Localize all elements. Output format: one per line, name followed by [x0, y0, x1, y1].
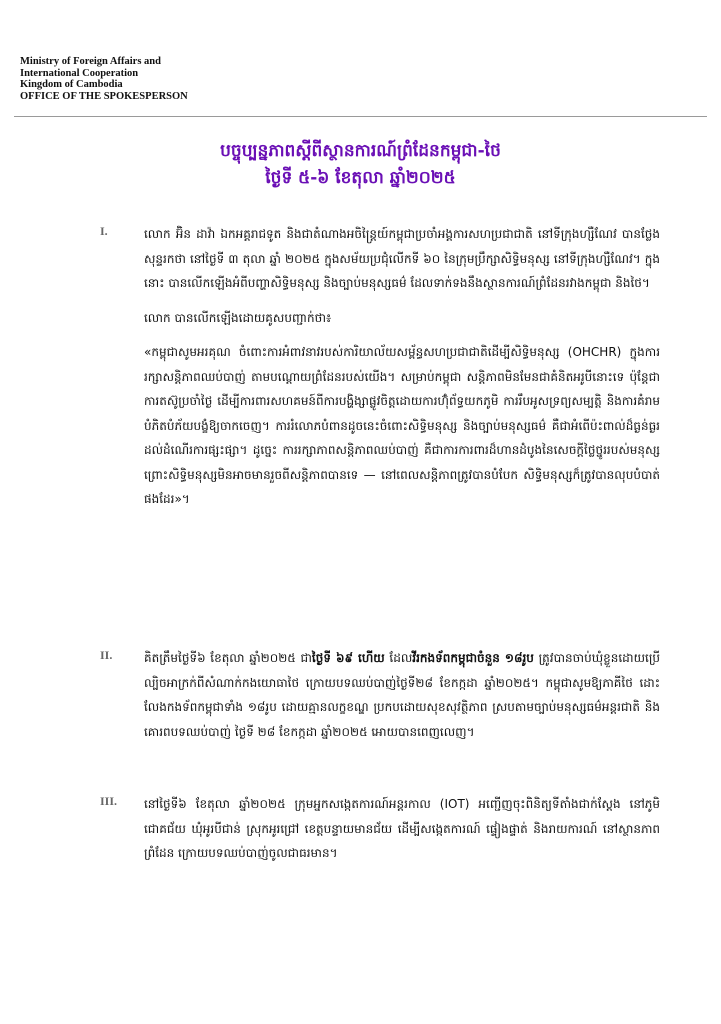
header-line-ministry: Ministry of Foreign Affairs and [20, 56, 161, 67]
highlight-soldiers: វីរកងទ័ពកម្ពុជាចំនួន ១៨រូប [412, 651, 534, 665]
section-number: III. [100, 794, 118, 808]
paragraph: នៅថ្ងៃទី៦ ខែតុលា ឆ្នាំ២០២៥ ក្រុមអ្នកសង្កេតការណ៍អន្តរកាល (IOT) អញ្ជើញចុះពិនិត្យទីតាំងជាក់ស្តែង នៅភូមិជោគជ័យ ឃុំអូរបីជាន់ ស្រុកអូរជ្រៅ ខេត្តបន្ទាយមានជ័យ ដើម្បីសង្កេតការណ៍ ផ្ទៀងផ្ទាត់ និងរាយការណ៍ នៅស្ថានភាពព្រំដែន ក្រោយបទឈប់បាញ់ចូលជាធរមាន។ [144, 797, 660, 860]
paragraph: លោក បានលើកឡើងដោយគូសបញ្ជាក់ថា៖ [144, 310, 332, 325]
office-header [20, 56, 188, 102]
paragraph-rest: ត្រូវបានចាប់ឃុំខ្លួនដោយប្រើល្បិចអាក្រក់ពីសំណាក់កងយោធាថៃ ក្រោយបទឈប់បាញ់ថ្ងៃទី២៨ ខែកក្កដា ឆ្នាំ២០២៥។ កម្ពុជាសូមឱ្យភាគីថៃ ដោះលែងកងទ័ពកម្ពុជាទាំង ១៨រូប ដោយគ្មានលក្ខខណ្ឌ ប្រកបដោយសុខសុវត្ថិភាព ស្របតាមច្បាប់មនុស្សធម៌អន្តរជាតិ និងគោរពបទឈប់បាញ់ ថ្ងៃទី ២៨ ខែកក្កដា ឆ្នាំ២០២៥ អោយបានពេញលេញ។ [144, 651, 661, 739]
section-body [144, 792, 660, 876]
section-number: II. [100, 648, 113, 662]
highlight-days: ថ្ងៃទី ៦៩ ហើយ [311, 651, 385, 665]
document-title [0, 138, 721, 192]
header-line-cooperation: International Cooperation [20, 67, 139, 79]
header-line-kingdom: Kingdom of Cambodia [20, 79, 123, 90]
paragraph-lead: គិតត្រឹមថ្ងៃទី៦ ខែតុលា ឆ្នាំ២០២៥ ជា [144, 651, 312, 665]
quote-paragraph: «កម្ពុជាសូមអរគុណ ចំពោះការអំពាវនាវរបស់ការិយាល័យសម្ព័ន្ធសហប្រជាជាតិដើម្បីសិទ្ធិមនុស្ស (OHCHR) ក្នុងការរក្សាសន្តិភាពឈប់បាញ់ តាមបណ្តោយព្រំដែនរបស់យើង។ សម្រាប់កម្ពុជា សន្តិភាពមិនមែនជាគំនិតអរូបីនោះទេ ប៉ុន្តែជាការតស៊ូប្រចាំថ្ងៃ ដើម្បីការពារសហគមន៍ពីការបង្ហិង្សាផ្លូវចិត្តដោយការហ៊ុំព័ទ្ធយកភូមិ ការរឹបអូសទ្រព្យសម្បត្តិ និងការគំរាមបំភិតបំភ័យបង្ខំឱ្យចាកចេញ។ ការរំលោភបំពានដូចនេះចំពោះសិទ្ធិមនុស្ស និងច្បាប់មនុស្សធម៌ គឺជាអំពើប៉ះពាល់ដ៏ធ្ងន់ធ្ងរ ដល់ដំណើរការផ្សះផ្សា។ ដូច្នេះ ការរក្សាភាពសន្តិភាពឈប់បាញ់ គឺជាការការពារដ៏ហានដំបូងនៃសេចក្តីថ្លៃថ្នូររបស់មនុស្ស ព្រោះសិទ្ធិមនុស្សមិនអាចមានរួចពីសន្តិភាពបានទេ — នៅពេលសន្តិភាពត្រូវបានបំបែក សិទ្ធិមនុស្សក៏ត្រូវបានលុបបំបាត់ផងដែរ»។ [144, 345, 660, 506]
section-body [144, 222, 660, 512]
paragraph: លោក អ៊ិន ដាវ៉ា ឯកអគ្គរាជទូត និងជាតំណាងអចិន្ត្រៃយ៍កម្ពុជាប្រចាំអង្គការសហប្រជាជាតិ នៅទីក្រុងហ្សឺណែវ បានថ្លែងសុន្ទរកថា នៅថ្ងៃទី ៣ តុលា ឆ្នាំ ២០២៥ ក្នុងសម័យប្រជុំលើកទី ៦០ នៃក្រុមប្រឹក្សាសិទ្ធិមនុស្ស នៅទីក្រុងហ្សឺណែវ។ ក្នុងនោះ បានលើកឡើងអំពីបញ្ហាសិទ្ធិមនុស្ស និងច្បាប់មនុស្សធម៌ ដែលទាក់ទងនឹងស្ថានការណ៍ព្រំដែនរវាងកម្ពុជា និងថៃ។ [144, 227, 660, 290]
header-line-office: OFFICE OF THE SPOKESPERSON [20, 90, 188, 102]
section-body [144, 646, 660, 754]
paragraph-mid: ដែល [384, 651, 413, 665]
header-divider [14, 116, 707, 117]
paragraph [144, 646, 660, 744]
section-number: I. [100, 224, 108, 238]
title-line-date: ថ្ងៃទី ៥-៦ ខែតុលា ឆ្នាំ២០២៥ [265, 168, 456, 188]
title-line-subject: បច្ចុប្បន្នភាពស្តីពីស្ថានការណ៍ព្រំដែនកម្ពុជា-ថៃ [220, 141, 501, 161]
